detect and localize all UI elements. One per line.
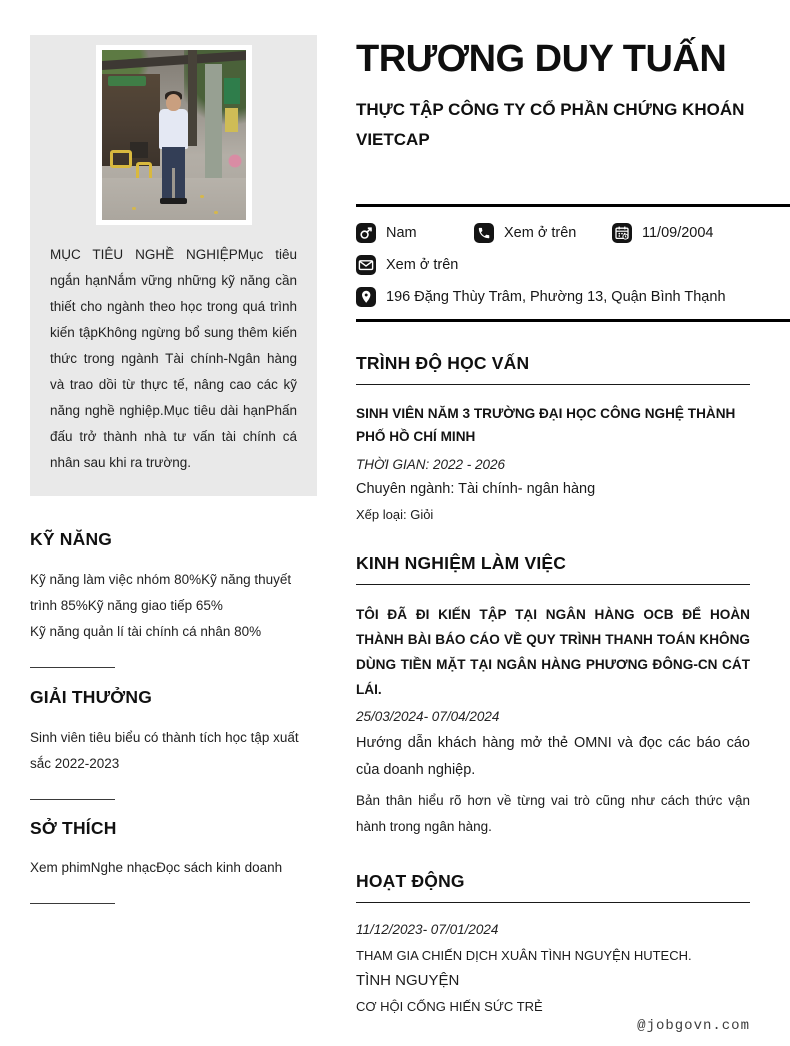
contact-dob [612, 223, 790, 243]
gender-icon [356, 223, 376, 243]
contact-row [356, 217, 790, 243]
contact-gender [356, 223, 474, 243]
contact-email-value: Xem ở trên [386, 256, 459, 273]
activities-line-3: CƠ HỘI CỐNG HIẾN SỨC TRẺ [356, 998, 543, 1014]
candidate-position: THỰC TẬP CÔNG TY CỔ PHẦN CHỨNG KHOÁN VIETCAP [356, 99, 745, 149]
education-major: Chuyên ngành: Tài chính- ngân hàng [356, 480, 596, 497]
divider [30, 667, 115, 668]
awards-section-title: GIẢI THƯỞNG [30, 687, 153, 707]
divider [30, 799, 115, 800]
skills-text-2: Kỹ năng quản lí tài chính cá nhân 80% [30, 624, 262, 639]
experience-time: 25/03/2024- 07/04/2024 [356, 708, 500, 724]
photo-frame [96, 45, 252, 225]
divider [30, 903, 115, 904]
skills-text-1: Kỹ năng làm việc nhóm 80%Kỹ năng thuyết trình 85%Kỹ năng giao tiếp 65% [30, 572, 292, 613]
experience-heading: TÔI ĐÃ ĐI KIẾN TẬP TẠI NGÂN HÀNG OCB ĐỂ HOÀN THÀNH BÀI BÁO CÁO VỀ QUY TRÌNH THANH TOÁN KHÔNG DÙNG TIỀN MẶT TẠI NGÂN HÀNG PHƯƠNG ĐÔNG-CN CÁT LÁI. [356, 606, 750, 697]
experience-section-title: KINH NGHIỆM LÀM VIỆC [356, 553, 750, 585]
contact-gender-value: Nam [386, 224, 417, 241]
contact-phone [474, 223, 612, 243]
experience-description-2: Bản thân hiểu rõ hơn về từng vai trò cũng như cách thức vận hành trong ngân hàng. [356, 792, 750, 834]
left-column [30, 35, 317, 904]
education-time: THỜI GIAN: 2022 - 2026 [356, 456, 506, 472]
education-school: SINH VIÊN NĂM 3 TRƯỜNG ĐẠI HỌC CÔNG NGHỆ THÀNH PHỐ HỒ CHÍ MINH [356, 405, 736, 444]
contact-address-value: 196 Đặng Thùy Trâm, Phường 13, Quận Bình Thạnh [386, 288, 726, 305]
calendar-icon [612, 223, 632, 243]
profile-photo [102, 50, 246, 220]
hobbies-text: Xem phimNghe nhạcĐọc sách kinh doanh [30, 860, 283, 875]
activities-line-2: TÌNH NGUYỆN [356, 971, 460, 989]
skills-section-title: KỸ NĂNG [30, 529, 113, 549]
candidate-name: TRƯƠNG DUY TUẤN [356, 38, 727, 80]
education-grade: Xếp loại: Giỏi [356, 506, 434, 522]
contact-address [356, 287, 790, 307]
career-objective-text: MỤC TIÊU NGHỀ NGHIỆPMục tiêu ngắn hạnNắm vững những kỹ năng cần thiết cho ngành theo học trong quá trình kiến tậpKhông ngừng bổ sung thêm kiến thức trong ngành Tài chính-Ngân hàng và trao dồi từ thực tế, nâng cao các kỹ năng nghề nghiệp.Mục tiêu dài hạnPhấn đấu trở thành nhà tư vấn tài chính cá nhân sau khi ra trường. [50, 247, 297, 470]
activities-line-1: THAM GIA CHIẾN DỊCH XUÂN TÌNH NGUYỆN HUTECH. [356, 947, 692, 963]
right-column [356, 38, 790, 1014]
contact-email [356, 255, 790, 275]
watermark: @jobgovn.com [637, 1018, 750, 1034]
email-icon [356, 255, 376, 275]
contact-info-block [356, 204, 790, 322]
phone-icon [474, 223, 494, 243]
experience-description-1: Hướng dẫn khách hàng mở thẻ OMNI và đọc các báo cáo của doanh nghiệp. [356, 734, 750, 778]
activities-time: 11/12/2023- 07/01/2024 [356, 921, 499, 937]
hobbies-section-title: SỞ THÍCH [30, 818, 117, 838]
profile-panel [30, 35, 317, 496]
contact-phone-value: Xem ở trên [504, 224, 577, 241]
location-icon [356, 287, 376, 307]
education-section-title: TRÌNH ĐỘ HỌC VẤN [356, 353, 750, 385]
awards-text: Sinh viên tiêu biểu có thành tích học tập xuất sắc 2022-2023 [30, 730, 299, 771]
contact-dob-value: 11/09/2004 [642, 224, 714, 241]
activities-section-title: HOẠT ĐỘNG [356, 871, 750, 903]
